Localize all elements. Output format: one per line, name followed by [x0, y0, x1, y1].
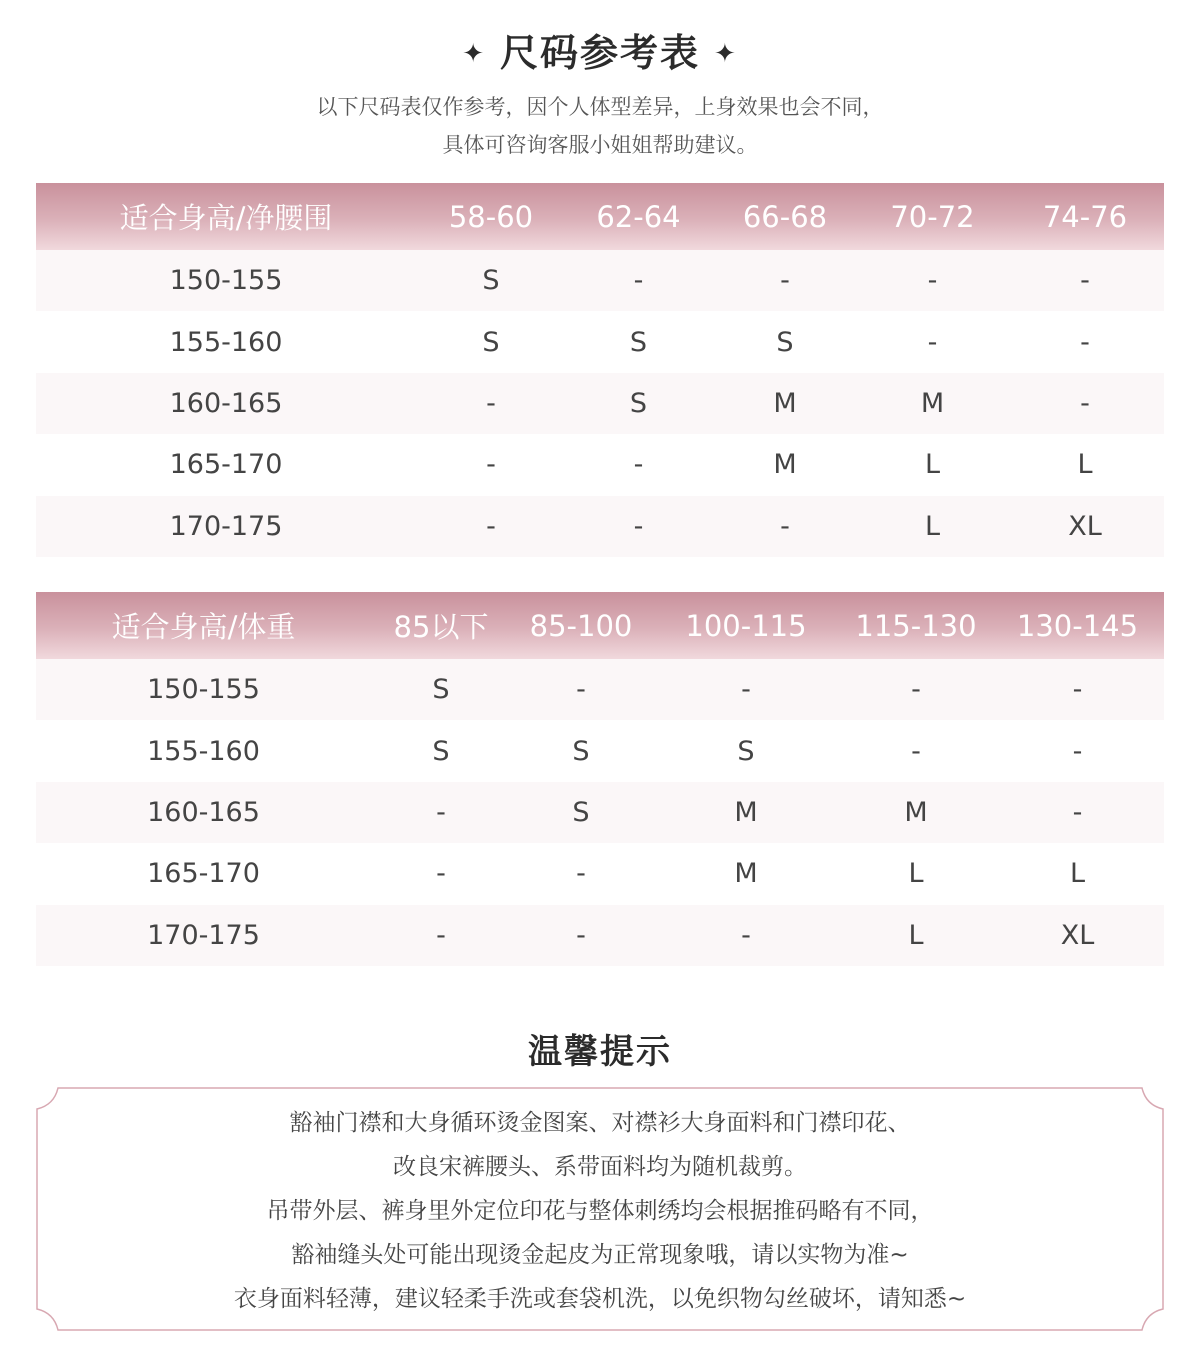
- tips-box: [36, 1087, 1164, 1331]
- table-row: [36, 373, 1164, 434]
- table-cell: -: [651, 905, 841, 966]
- table-cell: -: [566, 250, 711, 311]
- tips-line: 豁袖门襟和大身循环烫金图案、对襟衫大身面料和门襟印花、: [289, 1110, 911, 1136]
- header-cell: 74-76: [1006, 183, 1164, 250]
- table-cell: 150-155: [36, 659, 371, 720]
- table-cell: -: [1006, 250, 1164, 311]
- table-cell: -: [371, 905, 511, 966]
- header-cell: 58-60: [416, 183, 566, 250]
- table-cell: -: [371, 843, 511, 904]
- table-header-row: [36, 183, 1164, 250]
- star-right-icon: ✦: [714, 39, 738, 69]
- table-cell: -: [651, 659, 841, 720]
- table-cell: -: [511, 659, 651, 720]
- table-cell: S: [511, 720, 651, 781]
- table-cell: L: [1006, 434, 1164, 495]
- table-cell: S: [416, 250, 566, 311]
- table-row: [36, 250, 1164, 311]
- size-table-waist: [36, 183, 1164, 557]
- table-row: [36, 434, 1164, 495]
- size-table-weight: [36, 592, 1164, 966]
- table-cell: -: [416, 373, 566, 434]
- tips-text: [36, 1101, 1164, 1321]
- table-cell: -: [1006, 311, 1164, 372]
- table-cell: M: [841, 782, 991, 843]
- header-cell: 62-64: [566, 183, 711, 250]
- header-cell: 100-115: [651, 592, 841, 659]
- table-cell: -: [511, 905, 651, 966]
- table-cell: 170-175: [36, 496, 416, 557]
- header-cell: 适合身高/体重: [36, 592, 371, 659]
- table-row: [36, 720, 1164, 781]
- table-cell: M: [651, 782, 841, 843]
- table-cell: -: [841, 720, 991, 781]
- table-cell: L: [991, 843, 1164, 904]
- table-cell: XL: [991, 905, 1164, 966]
- table-cell: S: [511, 782, 651, 843]
- table-header-row: [36, 592, 1164, 659]
- table-cell: L: [841, 843, 991, 904]
- table-cell: 155-160: [36, 720, 371, 781]
- tips-title: 温馨提示: [528, 1032, 672, 1072]
- table-cell: -: [416, 434, 566, 495]
- table-cell: L: [859, 496, 1006, 557]
- table-cell: 155-160: [36, 311, 416, 372]
- header-cell: 130-145: [991, 592, 1164, 659]
- table-cell: M: [651, 843, 841, 904]
- table-cell: L: [841, 905, 991, 966]
- table-row: [36, 905, 1164, 966]
- tips-line: 吊带外层、裤身里外定位印花与整体刺绣均会根据推码略有不同，: [266, 1198, 934, 1224]
- table-cell: -: [566, 434, 711, 495]
- table-cell: 165-170: [36, 843, 371, 904]
- table-row: [36, 496, 1164, 557]
- table-cell: M: [859, 373, 1006, 434]
- table-cell: -: [1006, 373, 1164, 434]
- table-cell: S: [371, 659, 511, 720]
- table-cell: S: [416, 311, 566, 372]
- subtitle: [0, 88, 1200, 164]
- table-cell: 150-155: [36, 250, 416, 311]
- page-title: [0, 22, 1200, 77]
- header-cell: 85-100: [511, 592, 651, 659]
- subtitle-line: 以下尺码表仅作参考，因个人体型差异，上身效果也会不同，: [316, 95, 884, 119]
- table-row: [36, 782, 1164, 843]
- tips-line: 豁袖缝头处可能出现烫金起皮为正常现象哦，请以实物为准~: [291, 1242, 909, 1268]
- table-cell: 165-170: [36, 434, 416, 495]
- table-cell: S: [566, 311, 711, 372]
- table-cell: -: [859, 250, 1006, 311]
- header-cell: 70-72: [859, 183, 1006, 250]
- table-cell: -: [511, 843, 651, 904]
- header-cell: 适合身高/净腰围: [36, 183, 416, 250]
- table-cell: -: [859, 311, 1006, 372]
- table-cell: -: [371, 782, 511, 843]
- table-cell: -: [841, 659, 991, 720]
- table-row: [36, 311, 1164, 372]
- subtitle-line: 具体可咨询客服小姐姐帮助建议。: [442, 133, 758, 157]
- table-cell: 160-165: [36, 373, 416, 434]
- table-cell: 160-165: [36, 782, 371, 843]
- header-cell: 115-130: [841, 592, 991, 659]
- tips-line: 衣身面料轻薄，建议轻柔手洗或套袋机洗，以免织物勾丝破坏，请知悉~: [233, 1286, 967, 1312]
- star-left-icon: ✦: [462, 39, 486, 69]
- table-cell: -: [991, 720, 1164, 781]
- table-row: [36, 659, 1164, 720]
- table-cell: -: [566, 496, 711, 557]
- table-cell: S: [566, 373, 711, 434]
- table-cell: XL: [1006, 496, 1164, 557]
- table-cell: S: [371, 720, 511, 781]
- table-cell: -: [991, 659, 1164, 720]
- table-cell: S: [711, 311, 859, 372]
- header-cell: 66-68: [711, 183, 859, 250]
- table-cell: S: [651, 720, 841, 781]
- tips-line: 改良宋裤腰头、系带面料均为随机裁剪。: [393, 1154, 807, 1180]
- table-cell: M: [711, 373, 859, 434]
- table-row: [36, 843, 1164, 904]
- table-cell: 170-175: [36, 905, 371, 966]
- title-text: 尺码参考表: [499, 31, 700, 75]
- header-cell: 85以下: [371, 592, 511, 659]
- table-cell: -: [711, 250, 859, 311]
- table-cell: L: [859, 434, 1006, 495]
- table-cell: M: [711, 434, 859, 495]
- table-cell: -: [711, 496, 859, 557]
- table-cell: -: [991, 782, 1164, 843]
- table-cell: -: [416, 496, 566, 557]
